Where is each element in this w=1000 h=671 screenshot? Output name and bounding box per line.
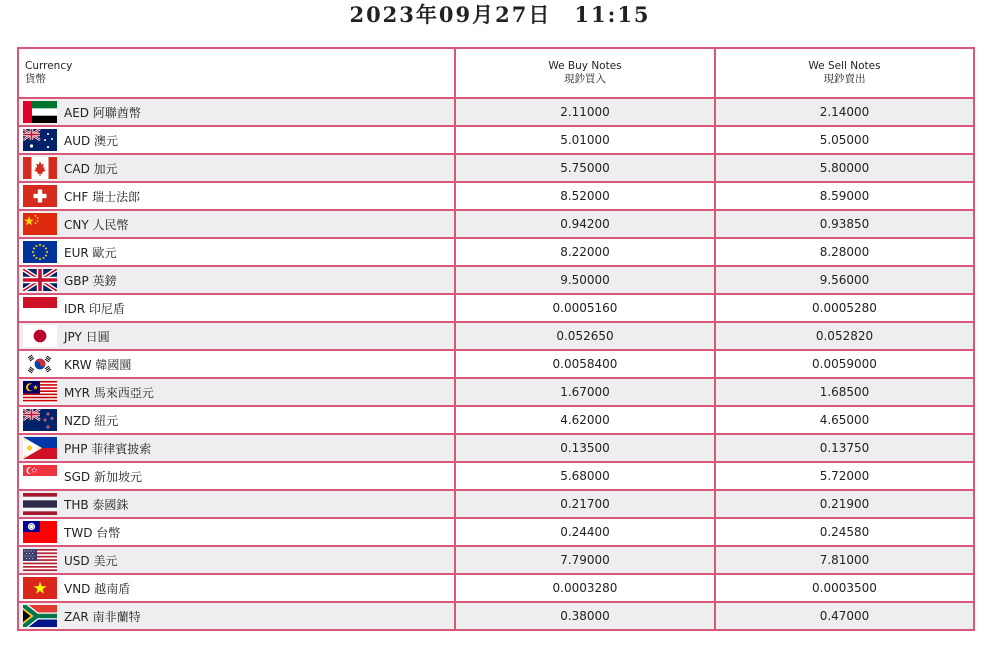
currency-label: ZAR 南非蘭特 xyxy=(64,609,141,624)
currency-label: PHP 菲律賓披索 xyxy=(64,441,152,456)
table-row xyxy=(18,182,974,210)
singapore-flag-icon xyxy=(23,465,57,487)
buy-header-en: We Buy Notes xyxy=(548,60,622,72)
sell-rate-cell: 0.0005280 xyxy=(715,294,974,322)
currency-label: GBP 英鎊 xyxy=(64,273,117,288)
vietnam-flag-icon xyxy=(23,577,57,599)
indonesia-flag-icon xyxy=(23,297,57,319)
table-row xyxy=(18,378,974,406)
buy-rate-cell: 0.24400 xyxy=(455,518,715,546)
sell-column-header xyxy=(715,48,974,98)
sell-rate-cell: 4.65000 xyxy=(715,406,974,434)
currency-label: CHF 瑞士法郎 xyxy=(64,189,141,204)
exchange-rate-table-container xyxy=(17,47,973,631)
currency-header-en: Currency xyxy=(25,60,73,72)
currency-cell xyxy=(18,462,455,490)
sell-rate-cell: 0.0059000 xyxy=(715,350,974,378)
buy-rate-cell: 0.13500 xyxy=(455,434,715,462)
china-flag-icon xyxy=(23,213,57,235)
sell-rate-cell: 0.052820 xyxy=(715,322,974,350)
buy-header-zh: 現鈔買入 xyxy=(564,73,606,85)
table-row xyxy=(18,574,974,602)
buy-rate-cell: 9.50000 xyxy=(455,266,715,294)
table-row xyxy=(18,518,974,546)
currency-label: JPY 日圓 xyxy=(64,329,110,344)
currency-label: CNY 人民幣 xyxy=(64,217,129,232)
eu-flag-icon xyxy=(23,241,57,263)
sell-rate-cell: 0.24580 xyxy=(715,518,974,546)
philippines-flag-icon xyxy=(23,437,57,459)
sell-rate-cell: 7.81000 xyxy=(715,546,974,574)
uae-flag-icon xyxy=(23,101,57,123)
currency-cell xyxy=(18,98,455,126)
table-row xyxy=(18,322,974,350)
buy-rate-cell: 5.68000 xyxy=(455,462,715,490)
sell-header-zh: 現鈔賣出 xyxy=(823,73,866,85)
table-row xyxy=(18,462,974,490)
table-row xyxy=(18,154,974,182)
buy-rate-cell: 0.0005160 xyxy=(455,294,715,322)
table-row xyxy=(18,210,974,238)
currency-label: AED 阿聯酋幣 xyxy=(64,105,141,120)
buy-rate-cell: 0.052650 xyxy=(455,322,715,350)
usa-flag-icon xyxy=(23,549,57,571)
canada-flag-icon xyxy=(23,157,57,179)
currency-label: MYR 馬來西亞元 xyxy=(64,385,154,400)
table-row xyxy=(18,98,974,126)
sell-rate-cell: 8.28000 xyxy=(715,238,974,266)
currency-label: IDR 印尼盾 xyxy=(64,301,125,316)
buy-rate-cell: 1.67000 xyxy=(455,378,715,406)
table-row xyxy=(18,350,974,378)
new-zealand-flag-icon xyxy=(23,409,57,431)
table-row xyxy=(18,238,974,266)
exchange-rate-table xyxy=(17,47,975,631)
south-africa-flag-icon xyxy=(23,605,57,627)
currency-label: THB 泰國銖 xyxy=(64,497,129,512)
sell-rate-cell: 5.05000 xyxy=(715,126,974,154)
currency-cell xyxy=(18,406,455,434)
currency-label: KRW 韓國圜 xyxy=(64,357,132,372)
currency-label: NZD 紐元 xyxy=(64,413,119,428)
buy-rate-cell: 0.38000 xyxy=(455,602,715,630)
sell-rate-cell: 2.14000 xyxy=(715,98,974,126)
buy-rate-cell: 2.11000 xyxy=(455,98,715,126)
currency-header-zh: 貨幣 xyxy=(25,73,46,85)
malaysia-flag-icon xyxy=(23,381,57,403)
currency-cell xyxy=(18,238,455,266)
sell-rate-cell: 0.13750 xyxy=(715,434,974,462)
switzerland-flag-icon xyxy=(23,185,57,207)
currency-cell xyxy=(18,154,455,182)
sell-rate-cell: 9.56000 xyxy=(715,266,974,294)
currency-cell xyxy=(18,182,455,210)
sell-rate-cell: 5.72000 xyxy=(715,462,974,490)
buy-rate-cell: 0.21700 xyxy=(455,490,715,518)
currency-cell xyxy=(18,378,455,406)
currency-cell xyxy=(18,126,455,154)
japan-flag-icon xyxy=(23,325,57,347)
table-row xyxy=(18,266,974,294)
buy-rate-cell: 5.01000 xyxy=(455,126,715,154)
buy-column-header xyxy=(455,48,715,98)
thailand-flag-icon xyxy=(23,493,57,515)
table-header-row xyxy=(18,48,974,98)
currency-label: SGD 新加坡元 xyxy=(64,469,142,484)
currency-cell xyxy=(18,574,455,602)
buy-rate-cell: 5.75000 xyxy=(455,154,715,182)
currency-label: AUD 澳元 xyxy=(64,133,119,148)
currency-label: CAD 加元 xyxy=(64,161,118,176)
currency-cell xyxy=(18,210,455,238)
buy-rate-cell: 4.62000 xyxy=(455,406,715,434)
table-row xyxy=(18,294,974,322)
sell-rate-cell: 0.0003500 xyxy=(715,574,974,602)
table-row xyxy=(18,602,974,630)
currency-cell xyxy=(18,518,455,546)
korea-flag-icon xyxy=(23,353,57,375)
page-title: 2023年09月27日 11:15 xyxy=(349,2,651,27)
currency-cell xyxy=(18,434,455,462)
currency-label: USD 美元 xyxy=(64,553,118,568)
sell-rate-cell: 1.68500 xyxy=(715,378,974,406)
table-body xyxy=(18,98,974,630)
australia-flag-icon xyxy=(23,129,57,151)
currency-cell xyxy=(18,350,455,378)
sell-rate-cell: 0.93850 xyxy=(715,210,974,238)
currency-label: TWD 台幣 xyxy=(64,525,121,540)
currency-column-header xyxy=(18,48,455,98)
table-row xyxy=(18,434,974,462)
currency-label: VND 越南盾 xyxy=(64,581,131,596)
buy-rate-cell: 0.0003280 xyxy=(455,574,715,602)
sell-rate-cell: 0.21900 xyxy=(715,490,974,518)
table-row xyxy=(18,490,974,518)
uk-flag-icon xyxy=(23,269,57,291)
currency-cell xyxy=(18,322,455,350)
table-row xyxy=(18,406,974,434)
sell-rate-cell: 0.47000 xyxy=(715,602,974,630)
buy-rate-cell: 7.79000 xyxy=(455,546,715,574)
table-row xyxy=(18,546,974,574)
currency-cell xyxy=(18,602,455,630)
currency-cell xyxy=(18,266,455,294)
currency-cell xyxy=(18,294,455,322)
currency-cell xyxy=(18,546,455,574)
currency-label: EUR 歐元 xyxy=(64,245,117,260)
buy-rate-cell: 0.94200 xyxy=(455,210,715,238)
buy-rate-cell: 0.0058400 xyxy=(455,350,715,378)
sell-header-en: We Sell Notes xyxy=(808,60,881,72)
currency-cell xyxy=(18,490,455,518)
buy-rate-cell: 8.22000 xyxy=(455,238,715,266)
sell-rate-cell: 5.80000 xyxy=(715,154,974,182)
table-row xyxy=(18,126,974,154)
buy-rate-cell: 8.52000 xyxy=(455,182,715,210)
taiwan-flag-icon xyxy=(23,521,57,543)
sell-rate-cell: 8.59000 xyxy=(715,182,974,210)
